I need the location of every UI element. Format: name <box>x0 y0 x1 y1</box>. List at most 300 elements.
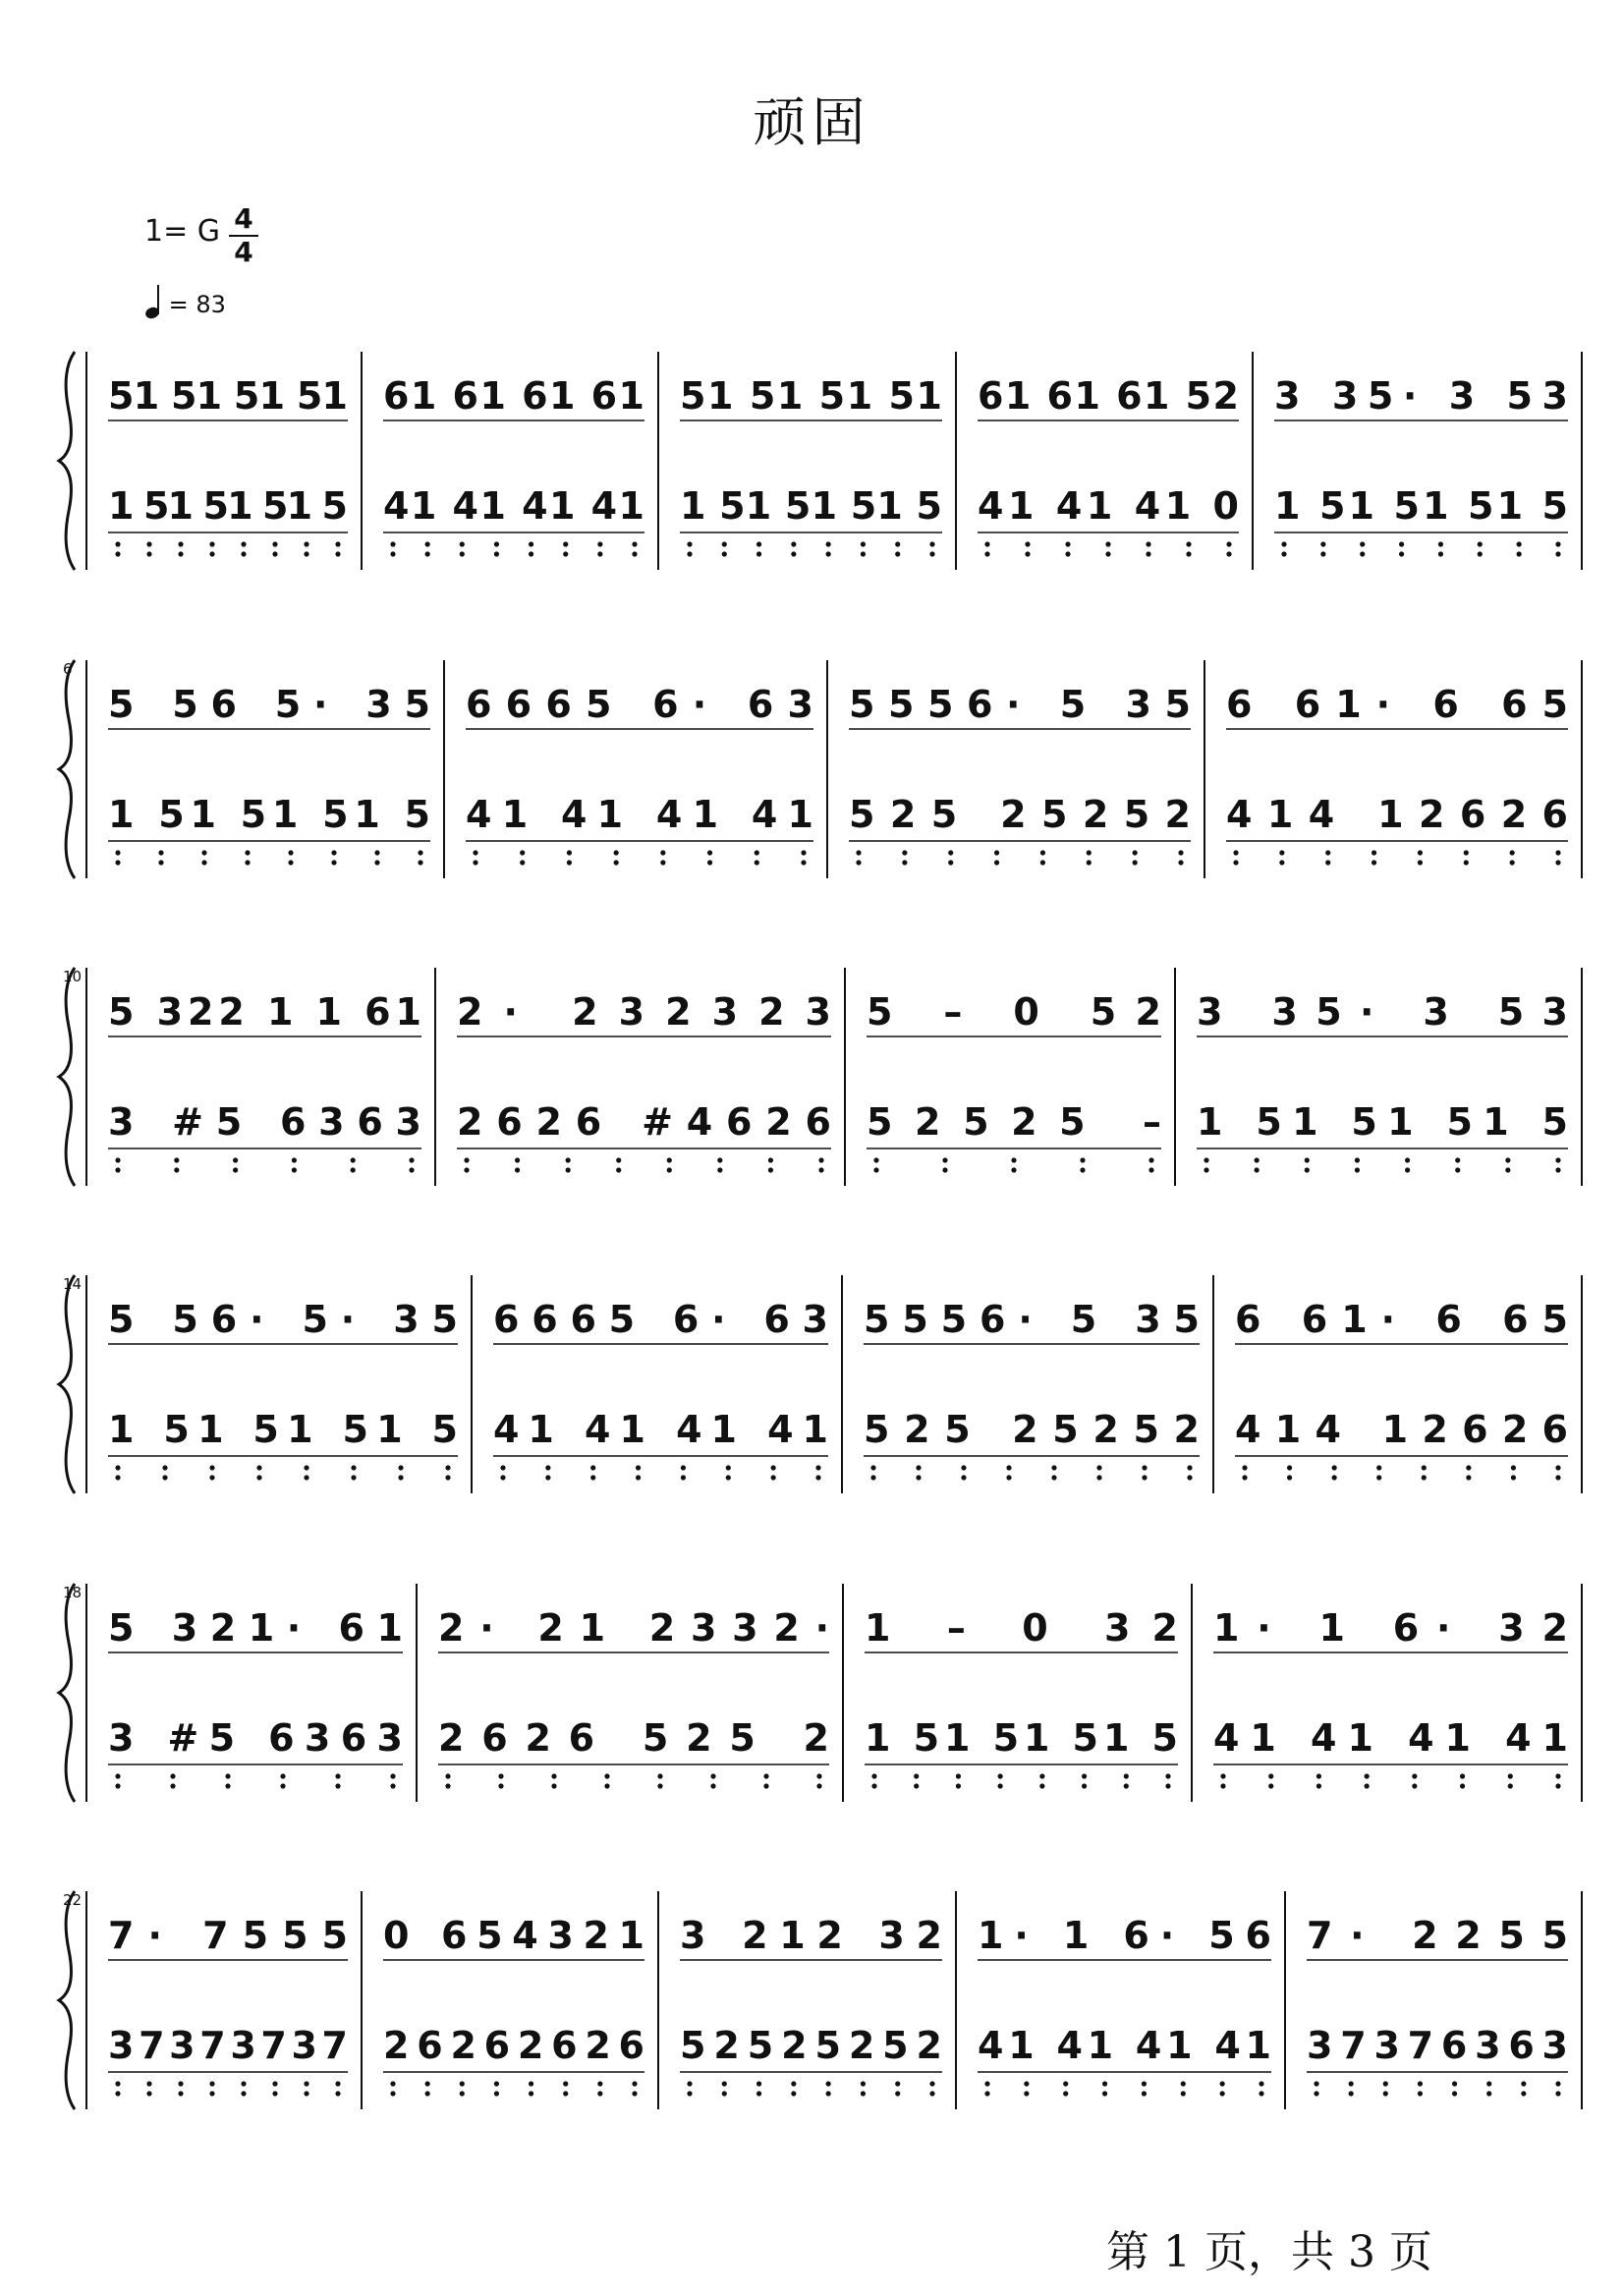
upper-voice-notes: 1· 1 6· 56 <box>978 1914 1271 1957</box>
octave-dot <box>390 1773 395 1778</box>
upper-voice-notes: 2· 21 2332· <box>438 1606 829 1650</box>
octave-dot <box>1360 541 1365 546</box>
octave-dot <box>895 2081 900 2086</box>
time-signature-top: 4 <box>234 202 253 235</box>
octave-dot <box>961 1465 966 1470</box>
octave-dot <box>515 1167 520 1172</box>
octave-dot <box>551 1773 556 1778</box>
octave-dot <box>1087 860 1092 865</box>
octave-dot <box>1220 1783 1225 1788</box>
octave-dot <box>801 860 806 865</box>
octave-dot <box>170 1783 175 1788</box>
octave-dot <box>1383 2081 1388 2086</box>
octave-dot <box>1226 551 1231 556</box>
octave-dot <box>1039 1783 1044 1788</box>
octave-dot <box>895 2091 900 2096</box>
upper-voice-notes: 3 212 32 <box>680 1914 942 1957</box>
octave-dot <box>1305 1157 1310 1162</box>
upper-voice-notes: 7· 2255 <box>1307 1914 1568 1957</box>
lower-voice-notes: 52525 – <box>867 1100 1161 1144</box>
octave-dot <box>494 541 499 546</box>
octave-dot <box>1220 1773 1225 1778</box>
octave-dot <box>604 1773 609 1778</box>
octave-dot <box>1259 2081 1263 2086</box>
octave-dot <box>1316 1773 1321 1778</box>
octave-dot <box>1133 850 1138 855</box>
octave-dot <box>994 860 999 865</box>
octave-dot <box>498 1783 503 1788</box>
lower-voice-notes: 37373737 <box>108 2024 348 2067</box>
octave-dot <box>1383 2091 1388 2096</box>
octave-dot <box>902 860 907 865</box>
lower-voice-notes: 1 51 51 51 5 <box>1197 1100 1568 1144</box>
octave-dot <box>1181 2091 1186 2096</box>
octave-dot <box>614 850 619 855</box>
octave-dot <box>871 1773 876 1778</box>
lower-voice-notes: 2626 525 2 <box>438 1716 829 1760</box>
octave-dot <box>597 2091 602 2096</box>
octave-dot <box>726 1465 731 1470</box>
octave-dot <box>1418 2091 1423 2096</box>
octave-dot <box>707 860 712 865</box>
octave-dot <box>520 860 525 865</box>
octave-dot <box>1204 1157 1208 1162</box>
octave-dot <box>1178 860 1183 865</box>
octave-dot <box>331 850 336 855</box>
octave-dot <box>916 1475 921 1480</box>
octave-dot <box>929 2081 934 2086</box>
octave-dot <box>115 551 120 556</box>
octave-dot <box>756 551 761 556</box>
octave-dot <box>756 2091 761 2096</box>
octave-dot <box>115 1465 120 1470</box>
octave-dot <box>1063 2081 1068 2086</box>
octave-dot <box>425 541 430 546</box>
octave-dot <box>1096 1465 1101 1470</box>
lower-voice-notes: 41 41 41 41 <box>978 2024 1271 2067</box>
octave-dot <box>425 2081 430 2086</box>
octave-dot <box>494 551 499 556</box>
system-brace <box>59 1891 75 2109</box>
octave-dot <box>418 860 422 865</box>
octave-dot <box>331 860 336 865</box>
octave-dot <box>856 860 861 865</box>
octave-dot <box>272 551 277 556</box>
octave-dot <box>515 1157 520 1162</box>
octave-dot <box>1555 1783 1560 1788</box>
octave-dot <box>984 551 989 556</box>
upper-voice-notes: 5 56· 5· 35 <box>108 1298 458 1341</box>
octave-dot <box>998 1773 1003 1778</box>
octave-dot <box>768 1157 773 1162</box>
octave-dot <box>1555 2081 1560 2086</box>
octave-dot <box>209 541 214 546</box>
measure-number: 18 <box>63 1584 83 1601</box>
octave-dot <box>335 2091 340 2096</box>
octave-dot <box>791 2081 796 2086</box>
lower-voice-notes: 414 12626 <box>1226 793 1568 836</box>
lower-voice-notes: 41 41 41 41 <box>383 484 644 528</box>
octave-dot <box>1142 2091 1147 2096</box>
lower-voice-notes: 1 51 51 51 5 <box>1274 484 1568 528</box>
octave-dot <box>1478 541 1483 546</box>
octave-dot <box>115 860 120 865</box>
system-brace <box>59 1584 75 1802</box>
lower-voice-notes: 525 25252 <box>864 1408 1200 1451</box>
lower-voice-notes: 52525252 <box>680 2024 942 2067</box>
octave-dot <box>722 2091 727 2096</box>
octave-dot <box>209 1465 214 1470</box>
octave-dot <box>1268 1773 1273 1778</box>
octave-dot <box>722 551 727 556</box>
octave-dot <box>374 850 379 855</box>
octave-dot <box>351 1167 356 1172</box>
octave-dot <box>826 541 831 546</box>
lower-voice-notes: 414 12626 <box>1235 1408 1568 1451</box>
octave-dot <box>500 1465 505 1470</box>
octave-dot <box>1039 1773 1044 1778</box>
octave-dot <box>815 1465 820 1470</box>
octave-dot <box>374 860 379 865</box>
octave-dot <box>1460 1783 1465 1788</box>
upper-voice-notes: 2· 232323 <box>457 990 831 1034</box>
octave-dot <box>984 2081 989 2086</box>
octave-dot <box>1555 1465 1560 1470</box>
octave-dot <box>1320 551 1325 556</box>
octave-dot <box>771 1475 776 1480</box>
octave-dot <box>1220 2091 1225 2096</box>
octave-dot <box>1505 1157 1510 1162</box>
octave-dot <box>1325 860 1330 865</box>
octave-dot <box>994 850 999 855</box>
octave-dot <box>1102 2091 1107 2096</box>
upper-voice-notes: 6 61· 6 65 <box>1226 683 1568 726</box>
octave-dot <box>233 1167 238 1172</box>
octave-dot <box>687 551 692 556</box>
octave-dot <box>1555 2091 1560 2096</box>
octave-dot <box>914 1783 919 1788</box>
octave-dot <box>1399 551 1404 556</box>
octave-dot <box>710 1783 715 1788</box>
octave-dot <box>657 1783 662 1788</box>
octave-dot <box>1418 2081 1423 2086</box>
octave-dot <box>115 2091 120 2096</box>
octave-dot <box>115 1783 120 1788</box>
time-signature-bottom: 4 <box>234 236 253 268</box>
octave-dot <box>756 2081 761 2086</box>
octave-dot <box>1011 1157 1016 1162</box>
octave-dot <box>1025 541 1030 546</box>
octave-dot <box>1165 1783 1170 1788</box>
key-signature: 1= G <box>144 214 221 249</box>
octave-dot <box>961 1475 966 1480</box>
octave-dot <box>1105 541 1110 546</box>
octave-dot <box>409 1167 414 1172</box>
octave-dot <box>115 850 120 855</box>
octave-dot <box>1349 2081 1354 2086</box>
octave-dot <box>636 1465 641 1470</box>
octave-dot <box>791 2091 796 2096</box>
octave-dot <box>1555 860 1560 865</box>
upper-voice-notes: 51 51 51 51 <box>680 374 942 418</box>
octave-dot <box>1508 1783 1513 1788</box>
octave-dot <box>722 541 727 546</box>
octave-dot <box>209 2081 214 2086</box>
upper-voice-notes: 5 56 5· 35 <box>108 683 430 726</box>
octave-dot <box>1466 1465 1471 1470</box>
octave-dot <box>115 1475 120 1480</box>
octave-dot <box>162 1465 167 1470</box>
octave-dot <box>1305 1167 1310 1172</box>
octave-dot <box>948 850 953 855</box>
measure-number: 6 <box>63 660 73 678</box>
octave-dot <box>272 541 277 546</box>
octave-dot <box>1355 1157 1360 1162</box>
octave-dot <box>170 1773 175 1778</box>
octave-dot <box>1332 1465 1337 1470</box>
octave-dot <box>566 1167 571 1172</box>
octave-dot <box>1063 2091 1068 2096</box>
octave-dot <box>763 1773 768 1778</box>
octave-dot <box>115 1167 120 1172</box>
octave-dot <box>158 860 163 865</box>
octave-dot <box>1124 1773 1129 1778</box>
octave-dot <box>768 1167 773 1172</box>
octave-dot <box>722 2081 727 2086</box>
octave-dot <box>498 1773 503 1778</box>
octave-dot <box>616 1167 621 1172</box>
octave-dot <box>445 1465 450 1470</box>
octave-dot <box>209 1475 214 1480</box>
octave-dot <box>567 850 572 855</box>
octave-dot <box>1025 551 1030 556</box>
octave-dot <box>1412 1783 1417 1788</box>
octave-dot <box>826 2081 831 2086</box>
octave-dot <box>998 1783 1003 1788</box>
octave-dot <box>460 2081 465 2086</box>
upper-voice-notes: 7· 7555 <box>108 1914 348 1957</box>
octave-dot <box>1281 551 1286 556</box>
octave-dot <box>178 551 183 556</box>
octave-dot <box>942 1167 947 1172</box>
octave-dot <box>146 541 151 546</box>
octave-dot <box>520 850 525 855</box>
octave-dot <box>1146 551 1150 556</box>
octave-dot <box>280 1783 285 1788</box>
octave-dot <box>390 541 395 546</box>
octave-dot <box>1040 860 1045 865</box>
system-brace <box>59 1275 75 1493</box>
octave-dot <box>614 860 619 865</box>
octave-dot <box>225 1773 230 1778</box>
octave-dot <box>1418 860 1423 865</box>
octave-dot <box>566 1157 571 1162</box>
octave-dot <box>660 850 665 855</box>
upper-voice-notes: 1 – 0 32 <box>865 1606 1178 1650</box>
octave-dot <box>545 1475 550 1480</box>
octave-dot <box>425 2091 430 2096</box>
octave-dot <box>551 1783 556 1788</box>
lower-voice-notes: 525 25252 <box>849 793 1191 836</box>
octave-dot <box>1316 1783 1321 1788</box>
octave-dot <box>335 1773 340 1778</box>
octave-dot <box>351 1157 356 1162</box>
octave-dot <box>1464 850 1469 855</box>
octave-dot <box>1510 860 1515 865</box>
lower-voice-notes: 41 41 41 41 <box>1213 1716 1568 1760</box>
octave-dot <box>1102 2081 1107 2086</box>
octave-dot <box>1096 1475 1101 1480</box>
octave-dot <box>895 551 900 556</box>
octave-dot <box>1148 1157 1153 1162</box>
octave-dot <box>1372 850 1376 855</box>
upper-voice-notes: 6665 6· 63 <box>466 683 813 726</box>
octave-dot <box>1376 1475 1381 1480</box>
octave-dot <box>1186 541 1191 546</box>
octave-dot <box>816 1773 821 1778</box>
octave-dot <box>1142 1465 1147 1470</box>
lower-voice-notes: 1 51 51 51 5 <box>108 1408 458 1451</box>
octave-dot <box>604 1783 609 1788</box>
octave-dot <box>763 1783 768 1788</box>
octave-dot <box>818 1167 823 1172</box>
octave-dot <box>335 2081 340 2086</box>
octave-dot <box>1105 551 1110 556</box>
octave-dot <box>174 1167 179 1172</box>
octave-dot <box>233 1157 238 1162</box>
octave-dot <box>681 1465 686 1470</box>
octave-dot <box>873 1167 878 1172</box>
upper-voice-notes: 6 61· 6 65 <box>1235 1298 1568 1341</box>
octave-dot <box>425 551 430 556</box>
octave-dot <box>1233 850 1238 855</box>
octave-dot <box>1259 2091 1263 2096</box>
octave-dot <box>178 541 183 546</box>
octave-dot <box>460 541 465 546</box>
octave-dot <box>563 551 568 556</box>
octave-dot <box>529 2081 533 2086</box>
octave-dot <box>174 1157 179 1162</box>
measure-number: 22 <box>63 1891 83 1909</box>
lower-voice-notes: 26262626 <box>383 2024 644 2067</box>
octave-dot <box>687 541 692 546</box>
octave-dot <box>1024 2091 1029 2096</box>
octave-dot <box>1082 1773 1087 1778</box>
octave-dot <box>1510 850 1515 855</box>
octave-dot <box>597 541 602 546</box>
octave-dot <box>632 2091 637 2096</box>
octave-dot <box>1325 850 1330 855</box>
octave-dot <box>473 850 477 855</box>
octave-dot <box>241 551 246 556</box>
system-brace <box>59 352 75 570</box>
octave-dot <box>1438 551 1443 556</box>
octave-dot <box>929 551 934 556</box>
octave-dot <box>304 1465 308 1470</box>
upper-voice-notes: 51 51 51 51 <box>108 374 348 418</box>
lower-voice-notes: 2626 #4626 <box>457 1100 831 1144</box>
octave-dot <box>146 551 151 556</box>
octave-dot <box>1555 1167 1560 1172</box>
octave-dot <box>1372 860 1376 865</box>
octave-dot <box>390 1783 395 1788</box>
octave-dot <box>791 551 796 556</box>
octave-dot <box>563 2091 568 2096</box>
octave-dot <box>178 2081 183 2086</box>
upper-voice-notes: 5 322 1 1 61 <box>108 990 421 1034</box>
octave-dot <box>272 2081 277 2086</box>
octave-dot <box>158 850 163 855</box>
octave-dot <box>409 1157 414 1162</box>
octave-dot <box>115 1157 120 1162</box>
octave-dot <box>1521 2091 1526 2096</box>
octave-dot <box>707 850 712 855</box>
lower-voice-notes: 41 41 41 41 <box>493 1408 828 1451</box>
octave-dot <box>335 1783 340 1788</box>
lower-voice-notes: 1 51 51 51 5 <box>108 484 348 528</box>
octave-dot <box>146 2091 151 2096</box>
octave-dot <box>1365 1773 1370 1778</box>
octave-dot <box>335 551 340 556</box>
octave-dot <box>1165 1773 1170 1778</box>
octave-dot <box>292 1167 297 1172</box>
system-brace <box>59 968 75 1186</box>
octave-dot <box>1011 1167 1016 1172</box>
octave-dot <box>1508 1773 1513 1778</box>
octave-dot <box>1255 1157 1260 1162</box>
octave-dot <box>667 1157 672 1162</box>
octave-dot <box>717 1157 722 1162</box>
lower-voice-notes: 1 51 51 51 5 <box>865 1716 1178 1760</box>
octave-dot <box>1065 541 1070 546</box>
octave-dot <box>1320 541 1325 546</box>
octave-dot <box>801 850 806 855</box>
octave-dot <box>445 1475 450 1480</box>
octave-dot <box>351 1475 356 1480</box>
octave-dot <box>494 2081 499 2086</box>
octave-dot <box>929 2091 934 2096</box>
octave-dot <box>657 1773 662 1778</box>
octave-dot <box>870 1465 875 1470</box>
octave-dot <box>717 1167 722 1172</box>
octave-dot <box>1486 2081 1491 2086</box>
octave-dot <box>201 850 206 855</box>
octave-dot <box>563 2081 568 2086</box>
octave-dot <box>1521 2081 1526 2086</box>
octave-dot <box>1287 1475 1292 1480</box>
octave-dot <box>1187 1475 1192 1480</box>
octave-dot <box>1142 1475 1147 1480</box>
octave-dot <box>1517 541 1522 546</box>
lower-voice-notes: 41 41 41 41 <box>466 793 813 836</box>
octave-dot <box>1555 541 1560 546</box>
measure-number: 14 <box>63 1275 83 1293</box>
octave-dot <box>1452 2091 1457 2096</box>
octave-dot <box>632 551 637 556</box>
octave-dot <box>209 2091 214 2096</box>
octave-dot <box>873 1157 878 1162</box>
octave-dot <box>1412 1773 1417 1778</box>
octave-dot <box>856 850 861 855</box>
octave-dot <box>861 551 866 556</box>
octave-dot <box>861 541 866 546</box>
octave-dot <box>861 2081 866 2086</box>
octave-dot <box>710 1773 715 1778</box>
octave-dot <box>1399 541 1404 546</box>
octave-dot <box>1555 1157 1560 1162</box>
lower-voice-notes: 3 #5 6363 <box>108 1100 421 1144</box>
lower-voice-notes: 41 41 41 0 <box>978 484 1239 528</box>
